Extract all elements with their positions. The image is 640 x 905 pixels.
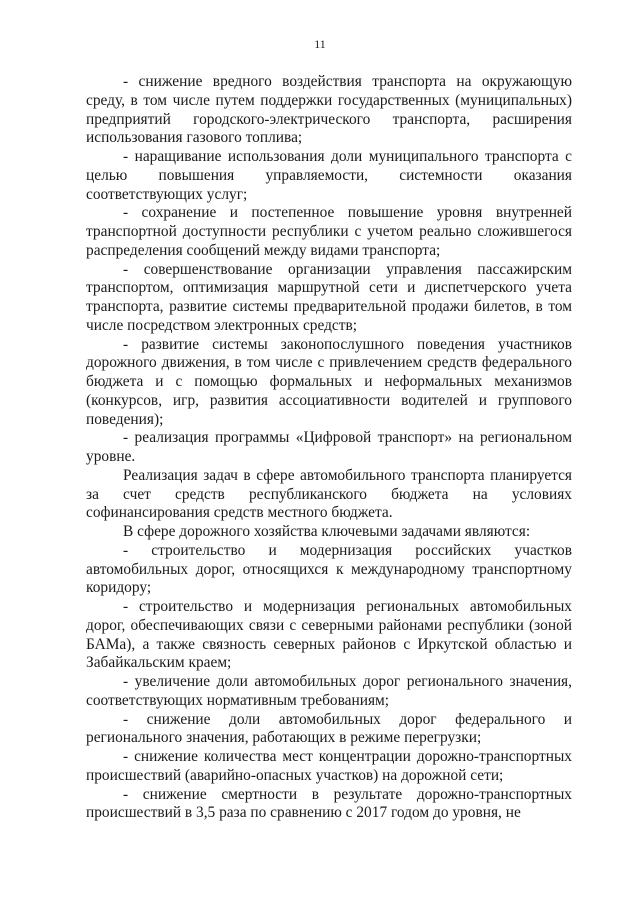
paragraph-13: - снижение количества мест концентрации дорожно-транспортных происшествий (аварийно-опасных участков) на дорожной сети;	[86, 748, 572, 784]
paragraph-4: - совершенствование организации управления пассажирским транспортом, оптимизация маршрутной сети и диспетчерского учета транспорта, развитие системы предварительной продажи билетов, в том числе посредством электронных средств;	[86, 260, 572, 334]
paragraph-5: - развитие системы законопослушного поведения участников дорожного движения, в том числе с привлечением средств федерального бюджета и с помощью формальных и неформальных механизмов (конкурсов, игр, развития ассоциативности водителей и группового поведения);	[86, 335, 572, 428]
paragraph-11: - увеличение доли автомобильных дорог регионального значения, соответствующих нормативным требованиям;	[86, 673, 572, 709]
paragraph-3: - сохранение и постепенное повышение уровня внутренней транспортной доступности республики с учетом реально сложившегося распределения сообщений между видами транспорта;	[86, 204, 572, 259]
document-body	[86, 73, 572, 823]
paragraph-7: Реализация задач в сфере автомобильного транспорта планируется за счет средств республиканского бюджета на условиях софинансирования средств местного бюджета.	[86, 466, 572, 522]
paragraph-9: - строительство и модернизация российских участков автомобильных дорог, относящихся к международному транспортному коридору;	[86, 541, 572, 597]
paragraph-8: В сфере дорожного хозяйства ключевыми задачами являются:	[123, 523, 531, 540]
paragraph-6: - реализация программы «Цифровой транспорт» на региональном уровне.	[86, 429, 572, 465]
paragraph-1: - снижение вредного воздействия транспорта на окружающую среду, в том числе путем поддержки государственных (муниципальных) предприятий городского-электрического транспорта, расширения использования газового топлива;	[86, 73, 572, 147]
paragraph-2: - наращивание использования доли муниципального транспорта с целью повышения управляемости, системности оказания соответствующих услуг;	[86, 148, 572, 203]
paragraph-10: - строительство и модернизация региональных автомобильных дорог, обеспечивающих связи с северными районами республики (зоной БАМа), а также связность северных районов с Иркутской областью и Забайкальским краем;	[86, 598, 572, 672]
paragraph-12: - снижение доли автомобильных дорог федерального и регионального значения, работающих в режиме перегрузки;	[86, 710, 572, 747]
paragraph-14: - снижение смертности в результате дорожно-транспортных происшествий в 3,5 раза по сравнению с 2017 годом до уровня, не	[86, 785, 572, 822]
page-number: 11	[314, 37, 326, 51]
